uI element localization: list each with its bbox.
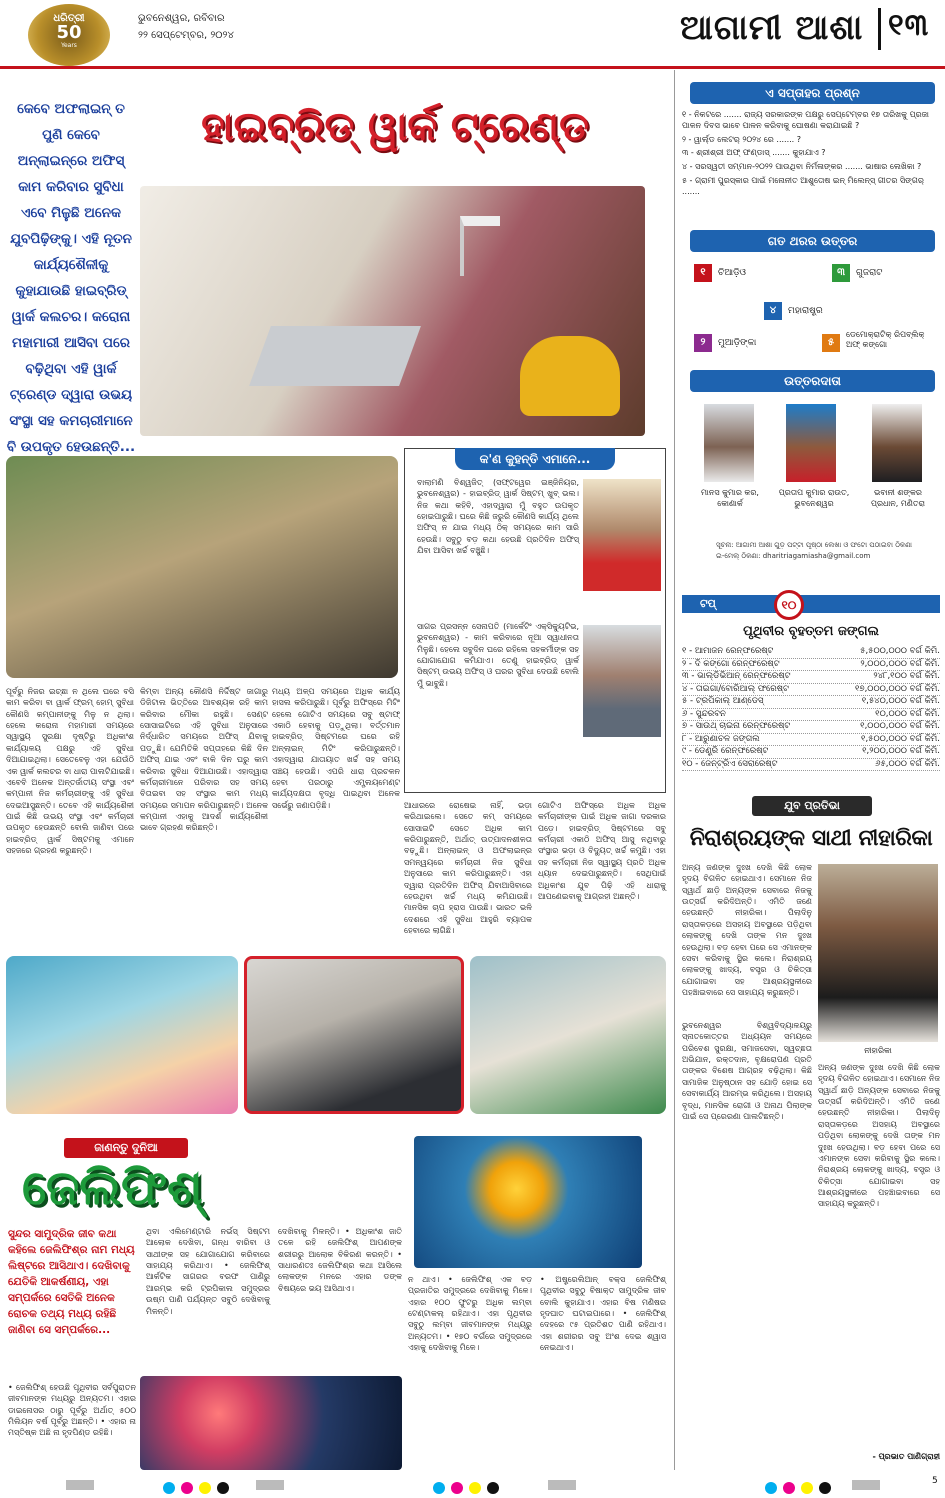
yellow-mark (801, 1482, 813, 1494)
supplement-title: ଆଗାମୀ ଆଶା (680, 8, 864, 48)
top10-item-10-name: ୧୦ - ଜେନ୍‌ଟ୍ରିଏ ସେରାରେଷ୍ଟ (682, 758, 778, 769)
top10-item-8-name: ୮ - ଆରୁଣାଚଳ ଜଙ୍ଗଲ (682, 733, 760, 744)
cafe-group-photo (6, 456, 398, 678)
question-4: ୪ - ସରସ୍ୱତୀ ସମ୍ମାନ-୨୦୨୨ ପାଉଥିବା ନିର୍ମଳାଙ୍କର ....... ଭାଷାର ଲେଖିକା ? (682, 162, 922, 172)
jellyfish-intro: ସୁନ୍ଦର ସାମୁଦ୍ରିକ ଜୀବ କଥା କହିଲେ ଜେଲିଫିଶ୍‌ର ନାମ ମଧ୍ୟ ଲିଷ୍ଟରେ ଆସିଥାଏ। ଦେଖିବାକୁ ଯେତିକି ଆକର୍ଷଣୀୟ, ଏହା ସମ୍ପର୍କରେ ସେତିକି ଅନେକ ରୋଚକ ତଥ୍ୟ ମଧ୍ୟ ରହିଛି ଜାଣିବା ସେ ସମ୍ପର୍କରେ... (8, 1228, 135, 1336)
black-mark (487, 1482, 499, 1494)
chair-shape (520, 336, 620, 416)
laptop-man-photo (140, 186, 645, 436)
top10-item-5-name: ୫ - ଟ୍ରପିକାଲ୍ ଆଣ୍ଡେସ୍ (682, 696, 764, 706)
top10-item-3-name: ୩ - ଭାଲ୍‌ଡିଭିଆନ୍ ରେନ୍‌ଫରେଷ୍ଟ (682, 671, 791, 681)
answer-1-number: ୧ (694, 264, 712, 282)
respondent-name-1: ମାନସ କୁମାର କର, କୋଣାର୍କ (701, 488, 759, 508)
color-marks-left (160, 1479, 232, 1498)
footer-tick-4 (852, 1480, 880, 1490)
top10-item-4-area: ୧୭,୦୦୦,୦୦୦ ବର୍ଗ କିମି. (854, 683, 940, 694)
jellyfish-col-4: ନ ଥାଏ। • ଜେଲିଫିଶ୍ ଏକ ବଡ଼ ପ୍ରଜାତିର ସମୁଦ୍ରରେ ଦେଖିବାକୁ ମିଳେ। ଏହାର ୧୦୦ ଫୁଟରୁ ଅଧିକ ଲମ୍ବା ଟେଣ୍ଟାକଲ୍ ରହିଥାଏ। ଏହା ପୃଥିବୀର ସବୁଠୁ ଲମ୍ବା ଜୀବମାନଙ୍କ ମଧ୍ୟରୁ ଅନ୍ୟତମ। • ୧୭୦ ବର୍ଗରେ ସମୁଦ୍ରରେ ଏହାକୁ ଦେଖିବାକୁ ମିଳେ। (408, 1275, 532, 1353)
answer-4-number: ୪ (764, 302, 782, 320)
top10-number: ୧୦ (774, 590, 804, 620)
yellow-mark (199, 1482, 211, 1494)
top10-item-7-name: ୭ - ସାଉଥ୍ ଚାଇନା ରେନ୍‌ଫରେଷ୍ଟ (682, 721, 791, 731)
top10-item-8 (682, 734, 940, 747)
answer-5-text: ଡେମୋକ୍ରାଟିକ୍ ରିପବ୍ଲିକ୍ ଅଫ୍ କଙ୍ଗୋ (846, 330, 925, 349)
top10-prefix: ଟପ୍ (700, 597, 716, 610)
top10-item-9-name: ୯ - ଡେଣ୍ଟ୍ରି ରେନ୍‌ଫରେଷ୍ଟ (682, 746, 769, 756)
niharika-photo (818, 864, 938, 1042)
logo-years: 50 (56, 22, 82, 43)
youth-byline: - ପ୍ରଭାତ ପାଣିଗ୍ରାହୀ (872, 1452, 940, 1461)
niharika-caption: ନୀହାରିକା (864, 1046, 892, 1055)
date-line-1: ଭୁବନେଶ୍ୱର, ରବିବାର (138, 13, 225, 24)
answers-title: ଗତ ଥରର ଉତ୍ତର (690, 230, 935, 252)
top10-title: ପୃଥିବୀର ବୃହତ୍ତମ ଜଙ୍ଗଲ (743, 624, 879, 639)
laptop-icon (249, 326, 421, 386)
black-mark (819, 1482, 831, 1494)
pool-laptop-photo (6, 956, 238, 1114)
answer-3-number: ୩ (832, 264, 850, 282)
page-number: ୧୩ (888, 8, 930, 43)
answer-2-text: ମୁଆଡ଼ିଙ୍କା (718, 338, 757, 348)
answer-5-number: ୫ (822, 334, 840, 352)
opinion-photo-2 (583, 625, 661, 737)
notice-text: ସୂଚନା: ଆଗାମୀ ଆଶା ଗୁଡ଼ ପଟ୍ଟା ପୃଷ୍ଠା ଲେଖା ଓ ଫଟୋ ପଠାଇବା ଠିକଣା (716, 541, 912, 549)
main-col-1: ପୂର୍ବରୁ ନିଜର ଇଚ୍ଛା ନ ଥିଲେ ଘରେ ବସି କାମ କରିବା ବା ୱାର୍କ ଫ୍ରମ୍ ହୋମ୍ ସୁବିଧା କୌଣସି କମ୍ପାନୀଙ୍କୁ ମିଳୁ ନ ଥିଲା। ହେଲେ କରୋନା ମହାମାରୀ ସମୟରେ ସ୍ୱାସ୍ଥ୍ୟ ସୁରକ୍ଷା ଦୃଷ୍ଟିରୁ ଅଧିକାଂଶ କାର୍ଯ୍ୟାଳୟ ପକ୍ଷରୁ ଏହି ସୁବିଧା ଦିଆଯାଇଥିଲା। ସେତେବେଳୁ ଏହା ଯେଉଁଠି ଏକ ୱାର୍କ କଲଚର ବା ଧାରା ପାଲଟିଯାଇଛି। ଏବେବି ଅନେକ ଅନ୍ତର୍ଜାତୀୟ ସଂସ୍ଥା ଏବଂ କମ୍ପାନୀ ନିଜ କର୍ମଚାରୀଙ୍କୁ ଏହି ସୁବିଧା ଦେଇଆସୁଛନ୍ତି। ତେବେ ଏହି କାର୍ଯ୍ୟଶୈଳୀ ପାଇଁ କିଛି ଉଭୟ ସଂସ୍ଥା ଏବଂ କର୍ମଚାରୀ ଉପକୃତ ହେଉଛନ୍ତି ବୋଲି ଜାଣିବା ପରେ ହାଇବ୍ରିଡ୍ ୱାର୍କ ସିଷ୍ଟମକୁ ଏମାନେ ସହଜରେ ଗ୍ରହଣ କରୁଛନ୍ତି। (6, 687, 134, 856)
top10-item-4-name: ୪ - ତାଇଗା/ବୋରିଆଲ୍ ଫରେଷ୍ଟ (682, 683, 789, 694)
main-col-2: କିମ୍ବା ଅନ୍ୟ କୌଣସି ନିର୍ଦ୍ଦିଷ୍ଟ ଜାଗାରୁ ଡିଜିଟାଲ ଭିତ୍ତିରେ ଆବଶ୍ୟକ ରହି କାମ କରିବାର ମୌକା ରହୁଛି। ସେଣ୍ଟ ସୋସାଇଟିରେ ଏହି ସୁବିଧା ଅନୁସାରେ ନିର୍ଦ୍ଧାରିତ ସମୟରେ ଅଫିସ୍ ଯିବାକୁ ପଡ଼ୁଛି। ଯେମିତିକି ସପ୍ତାହରେ କିଛି ଦିନ ଅଫିସ୍ ଯାଇ ଏବଂ ବାକି ଦିନ ଘରୁ କାମ କରିବାର ସୁବିଧା ଦିଆଯାଉଛି। ଏହାଦ୍ୱାରା କର୍ମଚାରୀମାନେ ପରିବାର ସହ ସମୟ ବିତାଇବା ସହ ସଂସ୍ଥାର କାମ ମଧ୍ୟ ସମୟରେ ସମାପନ କରିପାରୁଛନ୍ତି। ଅନେକ କମ୍ପାନୀ ଏହାକୁ ଆଦର୍ଶ କାର୍ଯ୍ୟଶୈଳୀ ଭାବେ ଗ୍ରହଣ କରିଛନ୍ତି। (140, 687, 268, 833)
main-intro: କେବେ ଅଫଲାଇନ୍ ତ ପୁଣି କେବେ ଅନ୍‌ଲାଇନ୍‌ରେ ଅଫିସ୍ କାମ କରିବାର ସୁବିଧା ଏବେ ମିଳୁଛି ଅନେକ ଯୁବପିଢ଼ିଙ୍କୁ। ଏହି ନୂତନ କାର୍ଯ୍ୟଶୈଳୀକୁ କୁହାଯାଉଛି ହାଇବ୍ରିଡ୍ ୱାର୍କ କଲଚର। କରୋନା ମହାମାରୀ ଆସିବା ପରେ ବଢ଼ିଥିବା ଏହି ୱାର୍କ ଟ୍ରେଣ୍ଡ ଦ୍ୱାରା ଉଭୟ ସଂସ୍ଥା ସହ କମଚାରୀମାନେ ବି ଉପକୃତ ହେଉଛନ୍ତି... (6, 101, 136, 455)
color-marks-right (762, 1479, 834, 1498)
desk-lamp-icon (460, 216, 500, 276)
jellyfish-section-label: ଜାଣନ୍ତୁ ଦୁନିଆ (64, 1138, 188, 1158)
youth-headline: ନିରାଶ୍ରୟଙ୍କ ସାଥୀ ନୀହାରିକା (689, 826, 933, 851)
main-col-5: ଗୋଟିଏ ଅଫିସ୍‌ରେ ଅଧିକ ଅଧିକ କର୍ମଚାରୀଙ୍କ ପାଇଁ ଅଧିକ ଜାଗା ଦରକାର ପଡ଼େ। ହାଇବ୍ରିଡ୍ ସିଷ୍ଟମରେ ସବୁ କର୍ମଚାରୀ ଏକାଠି ଅଫିସ୍ ଆସୁ ନଥିବାରୁ ସଂସ୍ଥାର ଭଡ଼ା ଓ ବିଦ୍ୟୁତ୍ ଖର୍ଚ୍ଚ କମୁଛି। ଏହା ସହ କର୍ମଚାରୀ ନିଜ ସ୍ୱାସ୍ଥ୍ୟ ପ୍ରତି ଅଧିକ ଧ୍ୟାନ ଦେଇପାରୁଛନ୍ତି। ସେଥିପାଇଁ ଅଧିକାଂଶ ଯୁବ ପିଢ଼ି ଏହି ଧାରାକୁ ଆପଣେଇବାକୁ ଆଗ୍ରହୀ ଅଛନ୍ତି। (538, 801, 666, 901)
jellyfish-bullets-1: • ଜେଲିଫିଶ୍ ହେଉଛି ପୃଥିବୀର ସର୍ବପୁରାତନ ଜୀବମାନଙ୍କ ମଧ୍ୟରୁ ଅନ୍ୟତମ। ଏହାର ଡାଇନୋସର ଠାରୁ ପୂର୍ବରୁ ଅର୍ଥାତ୍ ୫୦୦ ମିଲିୟନ ବର୍ଷ ପୂର୍ବରୁ ଅଛନ୍ତି। • ଏହାର ନା ମସ୍ତିଷ୍କ ଅଛି ନା ହୃଦପିଣ୍ଡ ରହିଛି। (8, 1383, 136, 1438)
top10-item-6-name: ୬ - ସୁନ୍ଦରବନ (682, 708, 726, 719)
magenta-mark (783, 1482, 795, 1494)
top10-item-10 (682, 759, 940, 772)
main-col-3: ମଧ୍ୟ ଅଳ୍ପ ସମୟରେ ଅଧିକ କାର୍ଯ୍ୟ ହାସଲ କରିପାରୁଛି। ପୂର୍ବରୁ ଅଫିସ୍‌ରେ ମିଟିଂ ହେଲେ ଗୋଟିଏ ସମୟରେ ସବୁ ଷ୍ଟାଫ୍ ଏକାଠି ହେବାକୁ ପଡ଼ୁଥିଲା। ବର୍ତ୍ତମାନ ହାଇବ୍ରିଡ୍ ସିଷ୍ଟମରେ ଘରେ ରହି ଅନ୍‌ଲାଇନ୍ ମିଟିଂ କରିପାରୁଛନ୍ତି। ଏହାଦ୍ୱାରା ଯାତାୟାତ ଖର୍ଚ୍ଚ ସହ ସମୟ ସଞ୍ଚୟ ହେଉଛି। ଏପରି ଧାରା ପ୍ରଚଳନ ହେବା ପରଠାରୁ ଏମ୍ପ୍ଲୟମେଣ୍ଟ କାର୍ଯ୍ୟଦକ୍ଷତା ବୃଦ୍ଧି ପାଇଥିବା ଅନେକ ସର୍ଭେରୁ ଜଣାପଡ଼ିଛି। (272, 687, 400, 810)
top10-bar (682, 595, 940, 613)
magenta-mark (451, 1482, 463, 1494)
top10-item-10-area: ୬୫,୦୦୦ ବର୍ଗ କିମି. (875, 758, 940, 769)
logo-text: ଧରିତ୍ରୀ (53, 13, 85, 24)
color-marks-center (430, 1479, 502, 1498)
right-column-rule (674, 70, 675, 1470)
respondents-notice (716, 540, 936, 562)
questions-title: ଏ ସପ୍ତାହର ପ୍ରଶ୍ନ (690, 82, 935, 104)
question-5: ୫ - ଗ୍ରାମୀ ପୁରସ୍କାର ପାଇଁ ମନୋନୀତ ଆଶୁତୋଷ ଇନ୍ ମିଲେନ୍ସ୍ ଗୀତର ସିଙ୍ଗର୍ ....... (682, 175, 924, 196)
logo-years-label: Years (61, 42, 77, 49)
top10-item-5-area: ୧,୫୪୦,୦୦୦ ବର୍ଗ କିମି. (861, 696, 940, 706)
cyan-mark (163, 1482, 175, 1494)
phone-laptop-photo (244, 956, 464, 1114)
footer-tick-2 (256, 1480, 284, 1490)
top10-item-6-area: ୧୦,୦୦୦ ବର୍ଗ କିମି. (875, 708, 940, 719)
answers-area (682, 256, 940, 360)
respondent-photo-3 (872, 404, 922, 482)
top10-item-6 (682, 709, 940, 722)
jellyfish-col-2: ଥିବା ଏଲିମେଣ୍ଟାରି ନର୍ଭସ୍ ସିଷ୍ଟମ ଆଲୋକ ଦେଖିବା, ଗନ୍ଧ ବାରିବା ଓ ସାଥୀଙ୍କ ସହ ଯୋଗାଯୋଗ କରିବାରେ ସାହାଯ୍ୟ କରିଥାଏ। • ଜେଲିଫିଶ୍ ଆର୍କଟିକ ସାଗରର ବରଫ ପାଣିରୁ ଆରମ୍ଭ କରି ଟ୍ରପିକାଲ ସମୁଦ୍ରର ଉଷ୍ମ ପାଣି ପର୍ଯ୍ୟନ୍ତ ସବୁଠି ଦେଖିବାକୁ ମିଳନ୍ତି। (146, 1227, 270, 1316)
top10-item-4 (682, 684, 940, 697)
respondents-title: ଉତ୍ତରଦାତା (690, 370, 935, 392)
jellyfish-col-3: ଦେଖିବାକୁ ମିଳନ୍ତି। • ଅଧିକାଂଶ ଜାତି ତଳେ ରହି ଜେଲିଫିଶ୍ ଆପଣଙ୍କ ଶରୀରରୁ ଆଲୋକ ବିକିରଣ କରନ୍ତି। • ସାଧାରଣତଃ ଜେଲିଫିଶ୍‌ର କଥା ଆସିଲେ ଲୋକଙ୍କ ମନରେ ଏହାର ଡଙ୍କ ବିଷୟରେ ଭୟ ଆସିଥାଏ। (278, 1227, 402, 1293)
top10-item-2 (682, 659, 940, 672)
youth-body-3: ଅନ୍ୟ ଜଣଙ୍କ ଦୁଃଖ ଦେଖି କିଛି ଲୋକ ହୃଦୟ ବିଗଳିତ ହୋଇଥାଏ। ସେମାନେ ନିଜ ସ୍ୱାର୍ଥ ଛାଡ଼ି ଅନ୍ୟଙ୍କ ସେବାରେ ନିଜକୁ ଉତ୍ସର୍ଗ କରିଦିଅନ୍ତି। ଏମିତି ଜଣେ ହେଉଛନ୍ତି ନୀହାରିକା। ପିଲାଦିନୁ ରାସ୍ତାକଡ଼ରେ ଅସହାୟ ଅବସ୍ଥାରେ ପଡ଼ିଥିବା ଲୋକଙ୍କୁ ଦେଖି ତାଙ୍କ ମନ ଦୁଃଖ ହେଉଥିଲା। ବଡ଼ ହେବା ପରେ ସେ ଏମାନଙ୍କ ସେବା କରିବାକୁ ସ୍ଥିର କଲେ। ନିରାଶ୍ରୟ ଲୋକଙ୍କୁ ଖାଦ୍ୟ, ବସ୍ତ୍ର ଓ ଚିକିତ୍ସା ଯୋଗାଇବା ସହ ଆଶ୍ରୟସ୍ଥଳୀରେ ପହଞ୍ଚାଇବାରେ ସେ ସାହାଯ୍ୟ କରୁଛନ୍ତି। (818, 1063, 940, 1209)
pink-jellyfish-photo (140, 1376, 402, 1470)
top10-item-5 (682, 696, 940, 709)
opinion-title: କ'ଣ କୁହନ୍ତି ଏମାନେ... (455, 448, 615, 470)
masthead (0, 0, 945, 70)
jellyfish-headline: ଜେଲିଫିଶ୍ (22, 1160, 203, 1216)
dharitri-logo (28, 4, 110, 66)
answer-1 (694, 264, 746, 282)
top10-item-9-area: ୧,୨୦୦,୦୦୦ ବର୍ଗ କିମି. (862, 746, 940, 756)
cyan-mark (765, 1482, 777, 1494)
opinion-photo-1 (583, 479, 661, 591)
yellow-jellyfish-photo (414, 1136, 642, 1268)
answer-2 (694, 334, 756, 352)
top10-item-8-area: ୧,୫୦୦,୦୦୦ ବର୍ଗ କିମି. (861, 733, 940, 744)
main-col-4: ଆଧାରରେ ରୋଷେଇ ନାହିଁ, ଭଡ଼ା କରିଥାଇଲେ। ସେତେ କମ୍ ସମୟରେ ସୋସାଇଟି ସେତେ ଅଧିକ କାମ କରିପାରୁଛନ୍ତି, ଅର୍ଥାତ୍ ଉତ୍ପାଦନଶୀଳତା ବଢ଼ୁଛି। ଅନ୍‌ଲାଇନ୍ ଓ ଅଫଲାଇନ୍‌ର ସମନ୍ୱୟରେ କର୍ମଚାରୀ ନିଜ ସୁବିଧା ଅନୁସାରେ କାମ କରିପାରୁଛନ୍ତି। ଏହା ଦ୍ୱାରା ପ୍ରତିଦିନ ଅଫିସ୍ ଯିବାଆସିବାରେ ହେଉଥିବା ଖର୍ଚ୍ଚ ମଧ୍ୟ କମିଯାଉଛି। ମାନସିକ ଚାପ ହ୍ରାସ ପାଉଛି। ଭାରତ ଭଳି ଦେଶରେ ଏହି ସୁବିଧା ଆହୁରି ବ୍ୟାପକ ହେବାରେ ଲାଗିଛି। (404, 801, 532, 935)
answer-4 (764, 302, 823, 320)
youth-body-2: ଭୁବନେଶ୍ୱର ବିଶ୍ୱବିଦ୍ୟାଳୟରୁ ସ୍ନାତକୋତ୍ତର ଅଧ୍ୟୟନ ସମୟରେ ପରିବେଶ ସୁରକ୍ଷା, ସମାଜସେବା, ସ୍ୱଚ୍ଛତା ଅଭିଯାନ, ରକ୍ତଦାନ, ବୃକ୍ଷରୋପଣ ପ୍ରତି ତାଙ୍କର ବିଶେଷ ଆଗ୍ରହ ବଢ଼ିଥିଲା। କିଛି ସାମାଜିକ ଅନୁଷ୍ଠାନ ସହ ଯୋଡ଼ି ହୋଇ ସେ ସେବାକାର୍ଯ୍ୟ ଆରମ୍ଭ କରିଥିଲେ। ଅସହାୟ ବୃଦ୍ଧ, ମାନସିକ ରୋଗୀ ଓ ଅନାଥ ପିଲାଙ୍କ ପାଇଁ ସେ ପ୍ରେରଣା ପାଲଟିଛନ୍ତି। (682, 1021, 812, 1121)
top10-item-2-name: ୨ - ଦି କଙ୍ଗୋ ରେନ୍‌ଫରେଷ୍ଟ (682, 658, 780, 669)
question-1: ୧ - ନିକଟରେ ....... ରାଜ୍ୟ ସରକାରଙ୍କ ପକ୍ଷରୁ ସେପ୍ଟେମ୍ବର ୧୭ ତାରିଖକୁ ପ୍ରଜା ପାଳନ ଦିବସ ଭାବେ ପାଳନ କରିବାକୁ ଘୋଷଣା କରାଯାଇଛି ? (682, 110, 929, 130)
respondent-name-2: ପ୍ରତାପ କୁମାର ରାଉତ, ଭୁବନେଶ୍ୱର (778, 488, 850, 508)
respondent-photo-2 (786, 404, 836, 482)
magenta-mark (181, 1482, 193, 1494)
top10-item-7 (682, 721, 940, 734)
top10-item-9 (682, 746, 940, 759)
top10-item-3-area: ୨୪୮,୧୦୦ ବର୍ଗ କିମି. (873, 671, 940, 681)
respondent-name-3: ଭବାନୀ ଶଙ୍କର ପ୍ରଧାନ, ମଣିତରା (871, 488, 925, 508)
top10-item-7-area: ୧,୦୦୦,୦୦୦ ବର୍ଗ କିମି. (860, 721, 940, 731)
top10-item-1 (682, 646, 940, 659)
issue-date (138, 10, 234, 44)
answer-1-text: ଚିଆଡ଼ିଓ (718, 268, 746, 278)
top10-header (682, 590, 940, 620)
main-headline: ହାଇବ୍ରିଡ୍ ୱାର୍କ ଟ୍ରେଣ୍ଡ (201, 104, 589, 150)
opinion-person-2: ସାଗର ପ୍ରସନ୍ନ ସେନାପତି (ମାର୍କେଟିଂ ଏକ୍ସିକ୍ୟୁଟିଭ, ଭୁବନେଶ୍ୱର) - କାମ କରିବାରେ ନୂଆ ସ୍ୱାଧୀନତା ମିଳୁଛି। ହେଲେ ସବୁଦିନ ଘରେ ରହିଲେ ସହକର୍ମୀଙ୍କ ସହ ଯୋଗାଯୋଗ କମିଯାଏ। ତେଣୁ ହାଇବ୍ରିଡ୍ ୱାର୍କ ସିଷ୍ଟମ୍ ଉଭୟ ଅଫିସ୍ ଓ ଘରର ସୁବିଧା ଦେଉଛି ବୋଲି ମୁଁ ଭାବୁଛି। (417, 622, 579, 688)
youth-body: ଅନ୍ୟ ଜଣଙ୍କ ଦୁଃଖ ଦେଖି କିଛି ଲୋକ ହୃଦୟ ବିଗଳିତ ହୋଇଥାଏ। ସେମାନେ ନିଜ ସ୍ୱାର୍ଥ ଛାଡ଼ି ଅନ୍ୟଙ୍କ ସେବାରେ ନିଜକୁ ଉତ୍ସର୍ଗ କରିଦିଅନ୍ତି। ଏମିତି ଜଣେ ହେଉଛନ୍ତି ନୀହାରିକା। ପିଲାଦିନୁ ରାସ୍ତାକଡ଼ରେ ଅସହାୟ ଅବସ୍ଥାରେ ପଡ଼ିଥିବା ଲୋକଙ୍କୁ ଦେଖି ତାଙ୍କ ମନ ଦୁଃଖ ହେଉଥିଲା। ବଡ଼ ହେବା ପରେ ସେ ଏମାନଙ୍କ ସେବା କରିବାକୁ ସ୍ଥିର କଲେ। ନିରାଶ୍ରୟ ଲୋକଙ୍କୁ ଖାଦ୍ୟ, ବସ୍ତ୍ର ଓ ଚିକିତ୍ସା ଯୋଗାଇବା ସହ ଆଶ୍ରୟସ୍ଥଳୀରେ ପହଞ୍ଚାଇବାରେ ସେ ସାହାଯ୍ୟ କରୁଛନ୍ତି। (682, 863, 812, 997)
answer-3-text: ଗୁଜରାଟ (856, 268, 883, 278)
opinion-box (404, 448, 666, 793)
cyan-mark (433, 1482, 445, 1494)
answer-3 (832, 264, 883, 282)
questions-list (682, 110, 940, 228)
top10-item-1-name: ୧ - ଆମାଜନ ରେନ୍‌ଫରେଷ୍ଟ (682, 646, 774, 656)
opinion-person-1: ବାଲାମଣି ବିଶ୍ୱଜିତ୍ (ସଫ୍ଟୱେର ଇଞ୍ଜିନିୟର, ଭୁବନେଶ୍ୱର) - ହାଇବ୍ରିଡ୍ ୱାର୍କ ସିଷ୍ଟମ୍ ଖୁବ୍ ଭଲ। ନିଜ କଥା କହିବି, ଏହାଦ୍ୱାରା ମୁଁ ବହୁତ ଉପକୃତ ହୋଇପାରୁଛି। ଘରେ କିଛି ଜରୁରି କୌଣସି କାର୍ଯ୍ୟ ଥିଲେ ଅଫିସ୍ ନ ଯାଇ ମଧ୍ୟ ଠିକ୍ ସମୟରେ କାମ ସାରି ହେଉଛି। ସବୁଠୁ ବଡ଼ କଥା ହେଉଛି ପ୍ରତିଦିନ ଅଫିସ୍ ଯିବା ଆସିବା ଖର୍ଚ୍ଚ ବଞ୍ଚୁଛି। (417, 478, 579, 556)
footer-tick-3 (548, 1480, 576, 1490)
header-divider (878, 8, 881, 50)
answer-4-text: ମହାରାଷ୍ଟ୍ର (788, 306, 823, 316)
answer-5 (822, 328, 940, 356)
question-3: ୩ - ଶ୍ରୀଶ୍ରୀ ଅଫ୍ ଫଣ୍ଡାସ୍ ....... କୁହାଯାଏ ? (682, 148, 826, 158)
date-line-2: ୨୨ ସେପ୍ଟେମ୍ବର, ୨୦୨୪ (138, 30, 234, 41)
video-call-photo (470, 956, 666, 1114)
footer-strip (0, 1474, 945, 1497)
top10-list (682, 646, 940, 771)
footer-tick-1 (66, 1480, 94, 1490)
top10-item-1-area: ୫,୫୦୦,୦୦୦ ବର୍ଗ କିମି. (860, 646, 940, 656)
answer-2-number: ୨ (694, 334, 712, 352)
yellow-mark (469, 1482, 481, 1494)
header-rule (0, 66, 945, 69)
top10-item-3 (682, 671, 940, 684)
question-2: ୨ - ୱାର୍ଲ୍ଡ ଲେଟର୍ ୨୦୨୪ ରେ ....... ? (682, 134, 802, 144)
top10-item-2-area: ୨,୦୦୦,୦୦୦ ବର୍ଗ କିମି. (860, 658, 940, 669)
black-mark (217, 1482, 229, 1494)
page-mark: 5 (932, 1476, 938, 1486)
youth-section-label: ଯୁବ ପ୍ରତିଭା (752, 796, 872, 816)
jellyfish-col-5: • ଅଷ୍ଟ୍ରେଲିଆନ୍ ବକ୍ସ ଜେଲିଫିଶ୍ ପୃଥିବୀର ସବୁଠୁ ବିଷାକ୍ତ ସାମୁଦ୍ରିକ ଜୀବ ବୋଲି କୁହାଯାଏ। ଏହାର ବିଷ ମଣିଷର ହୃଦଘାତ ଘଟାଇପାରେ। • ଜେଲିଫିଶ୍ ଦେହରେ ୯୫ ପ୍ରତିଶତ ପାଣି ରହିଥାଏ। ଏହା ଶରୀରର ସବୁ ଅଂଶ ଦେଇ ଶ୍ୱାସ ନେଇଥାଏ। (540, 1275, 666, 1353)
email-text: ଇ-ମେଲ୍ ଠିକଣା: dharitriagamiasha@gmail.com (716, 552, 871, 560)
respondent-photo-1 (704, 404, 754, 482)
